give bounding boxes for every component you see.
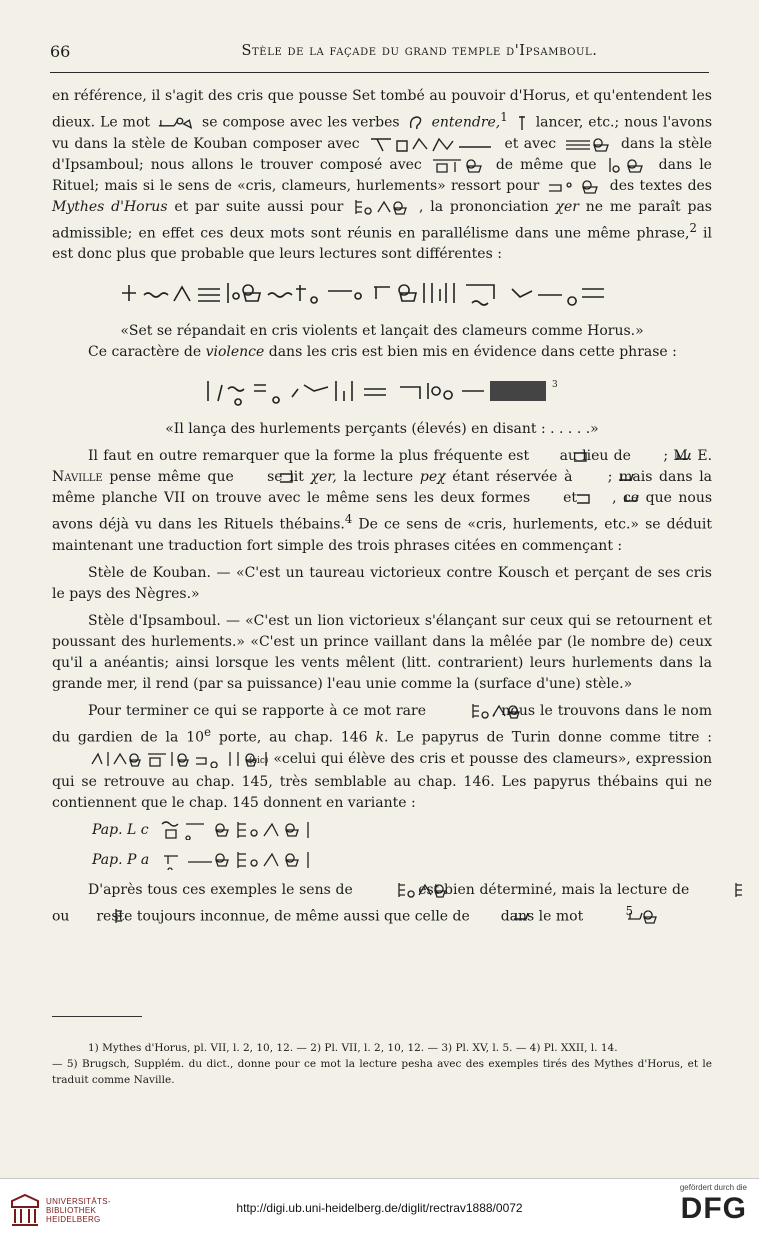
hieroglyph-hand-icon — [515, 114, 529, 132]
footnotes — [52, 1040, 712, 1088]
paragraph-7: D'après tous ces exemples le sens de est bien déterminé, mais la lecture de ou reste toujours inconnue, de même aussi que celle de dans le mot $^5$ — [52, 880, 712, 928]
hieroglyph-pr-icon — [536, 447, 552, 465]
hieroglyph-kher-small-icon — [638, 447, 656, 465]
hieroglyph-kher-word-icon — [590, 907, 624, 925]
main-text — [52, 86, 712, 927]
hieroglyph-comb-icon-2 — [76, 907, 90, 925]
paragraph-kouban: Stèle de Kouban. — «C'est un taureau victorieux contre Kousch et perçant de ses cris le pays des Nègres.» — [52, 564, 712, 602]
variant-pap-lc: Pap. L c — [92, 820, 712, 844]
source-url-link[interactable]: http://digi.ub.uni-heidelberg.de/diglit/rectrav1888/0072 — [236, 1201, 523, 1215]
hieroglyph-pr-icon-2 — [242, 468, 258, 486]
hieroglyph-variant-2-icon — [160, 850, 320, 870]
page-number: 66 — [50, 42, 71, 61]
hieroglyph-group-6-icon — [352, 198, 410, 216]
paragraph-2: Ce caractère de violence dans les cris est bien mis en évidence dans cette phrase : — [88, 344, 677, 361]
footnote-1: 1) Mythes d'Horus, pl. VII, l. 2, 10, 12. — 2) Pl. VII, l. 2, 10, 12. — 3) Pl. XV, l. 5. — 4) Pl. XXII, l. 14. — [88, 1042, 618, 1054]
hieroglyph-pr-icon-3 — [539, 489, 555, 507]
footnote-2: — 5) Brugsch, Supplém. du dict., donne pour ce mot la lecture pesha avec des exemples tirés des Mythes d'Horus, et le traduit comme Naville. — [52, 1058, 712, 1086]
hieroglyph-kher-small-icon-2 — [581, 468, 599, 486]
dfg-logo[interactable] — [647, 1183, 747, 1226]
library-name: UNIVERSITÄTS- BIBLIOTHEK HEIDELBERG — [46, 1197, 111, 1224]
paragraph-3: Il faut en outre remarquer que la forme la plus fréquente est au lieu de ; M. E. Naville pense même que se lit χer, la lecture peχ étant réservée à ; mais dans la même planche VII on trouve avec le même sens les deux formes et , ce que nous avons déjà vu dans les Rituels thébains.$^4$ De ce sens de «cris, hurlements, etc.» se déduit maintenant une traduction fort simple des trois phrases citées en commençant : — [52, 448, 713, 554]
hieroglyph-group-1-icon — [367, 135, 497, 153]
quote-2: «Il lança des hurlements perçants (élevés) en disant : . . . . .» — [165, 421, 599, 438]
header-rule — [50, 72, 709, 73]
running-title: Stèle de la façade du grand temple d'Ipsamboul. — [241, 43, 598, 59]
hieroglyph-group-2-icon — [564, 135, 614, 153]
hieroglyph-group-3-icon — [431, 156, 487, 174]
hieroglyph-group-4-icon — [606, 156, 650, 174]
hieroglyph-kher-icon — [157, 114, 195, 132]
variant-pap-pa: Pap. P a — [92, 850, 712, 874]
sponsor-text: gefördert durch die — [679, 1183, 747, 1192]
hiero-2-footnote-mark: 3 — [552, 380, 558, 391]
hieroglyph-group-9-icon — [359, 881, 411, 899]
running-header — [50, 42, 709, 68]
hieroglyph-group-5-icon — [547, 177, 603, 195]
dfg-mark: DFG — [680, 1192, 747, 1225]
hieroglyph-kher-small-icon-3 — [586, 489, 604, 507]
quote-1: «Set se répandait en cris violents et lançait des clameurs comme Horus.» — [120, 323, 644, 340]
paragraph-ipsamboul: Stèle d'Ipsamboul. — «C'est un lion victorieux s'élançant sur ceux qui se retournent et poussant des hurlements.» «C'est un prince vaillant dans la mêlée par (le nombre de) ceux qu'il a anéantis; ainsi lorsque les vents mêlent (litt. contrarient) leurs hurlements dans la grande mer, il rend (par sa puissance) l'eau unie comme la (surface d'une) stèle.» — [52, 612, 712, 692]
paragraph-6: Pour terminer ce qui se rapporte à ce mot rare , nous le trouvons dans le nom du gardien de la 10e porte, au chap. 146 k. Le papyrus de Turin donne comme titre : (sic) «celui qui élève des cris et pousse des clameurs», expression qui se retrouve au chap. 145, très semblable au chap. 146. Les papyrus thébains qui ne contiennent que le chap. 145 donnent en variante : — [52, 702, 713, 811]
hieroglyph-kher-small-icon-4 — [476, 907, 494, 925]
hieroglyphic-line-1 — [52, 279, 712, 309]
hieroglyph-comb-icon — [696, 881, 710, 899]
paragraph-1: en référence, il s'agit des cris que pousse Set tombé au pouvoir d'Horus, et qu'entendent les dieux. Le mot se compose avec les verbes entendre,$^1$ lancer, etc.; nous l'avons vu dans la stèle de Kouban composer avec et avec dans la stèle d'Ipsamboul; nous allons le trouver composé avec de même que dans le Rituel; mais si le sens de «cris, clameurs, hurlements» ressort pour des textes des Mythes d'Horus et par suite aussi pour , la prononciation χer ne me paraît pas admissible; en effet ces deux mots sont réunis en parallélisme dans une même phrase,$^2$ il est donc plus que probable que leurs lectures sont différentes : — [52, 88, 713, 263]
hieroglyph-group-7-icon — [433, 702, 485, 720]
hieroglyph-ear-icon — [407, 114, 425, 132]
hieroglyphic-line-2 — [52, 377, 712, 407]
hieroglyph-variant-1-icon — [160, 820, 320, 840]
hieroglyph-group-8-icon — [54, 750, 242, 768]
digitization-footer — [0, 1178, 759, 1243]
footnote-rule — [52, 1016, 142, 1017]
